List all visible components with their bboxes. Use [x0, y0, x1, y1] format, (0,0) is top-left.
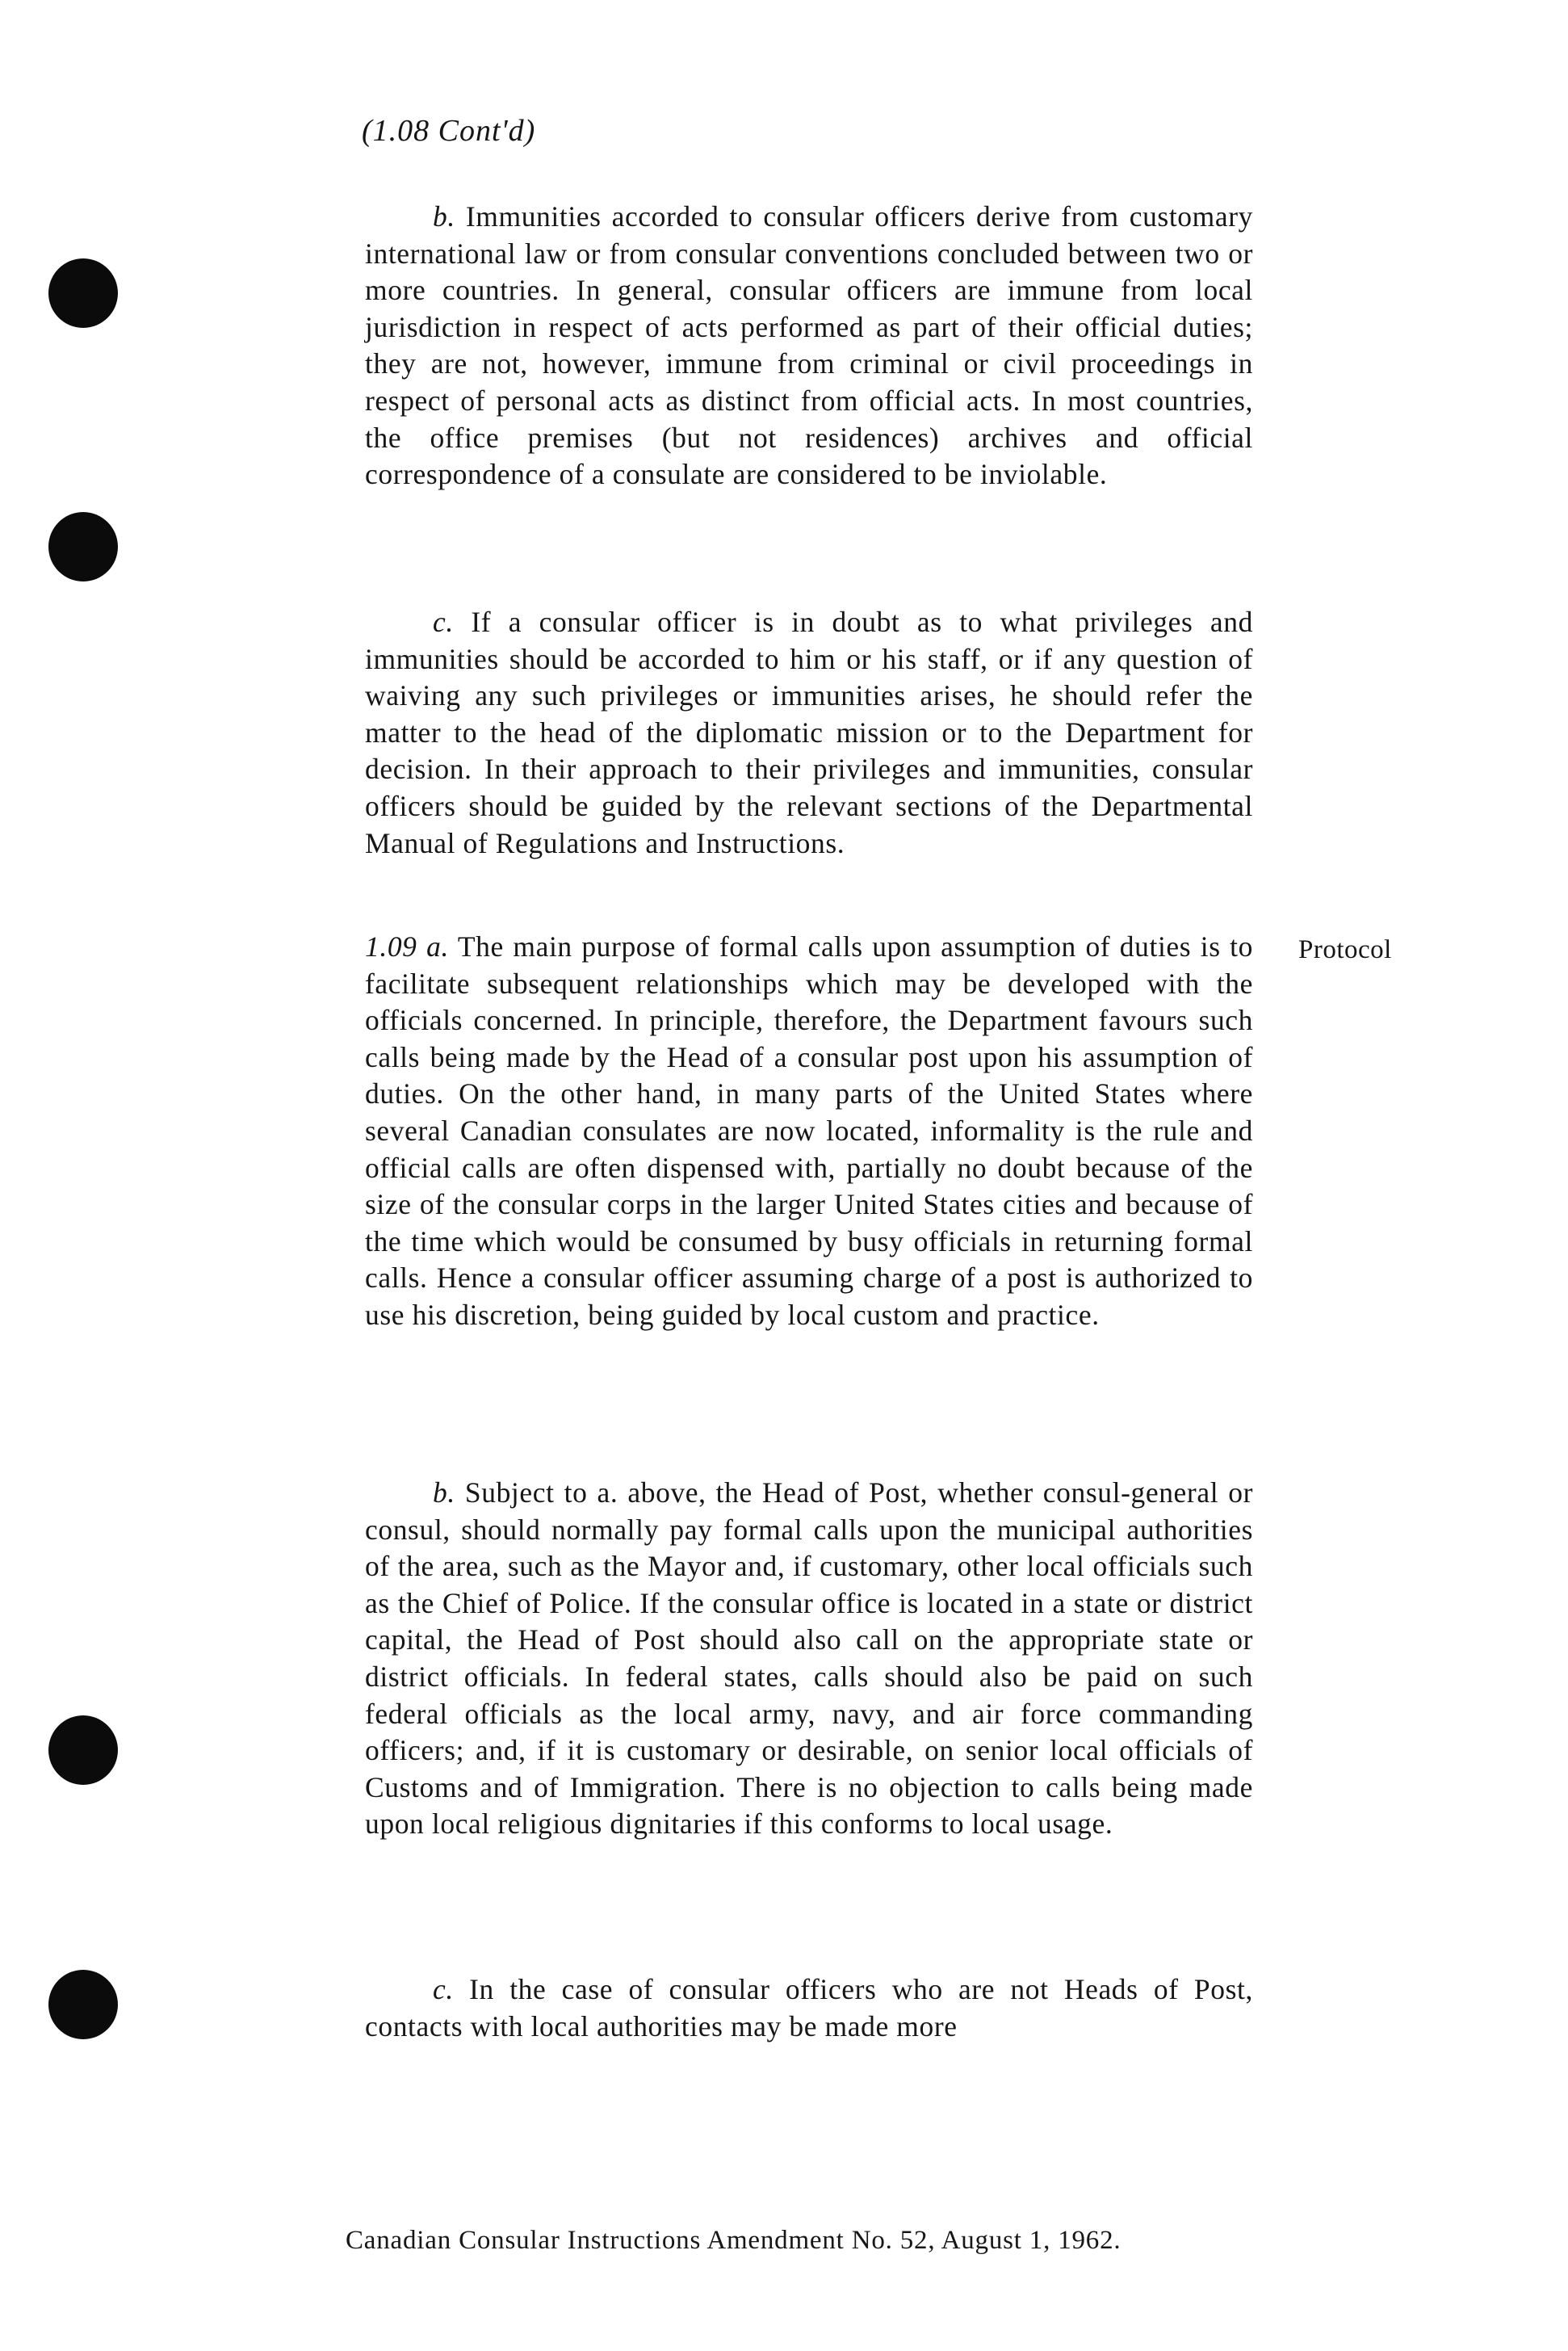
paragraph-1-09-a — [365, 929, 1253, 1334]
paragraph-text: In the case of consular officers who are not Heads of Post, contacts with local authorities may be made more — [365, 1973, 1253, 2042]
paragraph-1-08-b — [365, 199, 1253, 493]
paragraph-text: Subject to a. above, the Head of Post, whether consul-general or consul, should normally pay formal calls upon the municipal authorities of the area, such as the Mayor and, if customary, other local officials such as the Chief of Police. If the consular office is located in a state or district capital, the Head of Post should also call on the appropriate state or district officials. In federal states, calls should also be paid on such federal officials as the local army, navy, and air force commanding officers; and, if it is customary or desirable, on senior local officials of Customs and of Immigration. There is no objection to calls being made upon local religious dignitaries if this conforms to local usage. — [365, 1476, 1253, 1841]
continuation-header: (1.08 Cont'd) — [362, 114, 536, 148]
paragraph-1-08-c — [365, 604, 1253, 862]
paragraph-text: If a consular officer is in doubt as to what privileges and immunities should be accorded to him or his staff, or if any question of waiving any such privileges or immunities arises, he should refer the matter to the head of the diplomatic mission or to the Department for decision. In their approach to their privileges and immunities, consular officers should be guided by the relevant sections of the Departmental Manual of Regulations and Instructions. — [365, 606, 1253, 859]
paragraph-text: The main purpose of formal calls upon assumption of duties is to facilitate subsequent relationships which may be developed with the officials concerned. In principle, therefore, the Department favours such calls being made by the Head of a consular post upon his assumption of duties. On the other hand, in many parts of the United States where several Canadian consulates are now located, informality is the rule and official calls are often dispensed with, partially no doubt because of the size of the consular corps in the larger United States cities and because of the time which would be consumed by busy officials in returning formal calls. Hence a consular officer assuming charge of a post is authorized to use his discretion, being guided by local custom and practice. — [365, 930, 1253, 1331]
paragraph-1-09-c — [365, 1971, 1253, 2045]
punch-hole — [48, 512, 118, 581]
paragraph-marker: c. — [433, 1973, 454, 2005]
paragraph-marker: b. — [433, 200, 455, 233]
punch-hole — [48, 258, 118, 328]
paragraph-marker: c. — [433, 606, 454, 638]
punch-hole — [48, 1970, 118, 2039]
paragraph-marker: b. — [433, 1476, 455, 1509]
punch-hole — [48, 1715, 118, 1785]
margin-note-protocol: Protocol — [1298, 935, 1392, 964]
paragraph-text: Immunities accorded to consular officers derive from customary international law or from consular conventions concluded between two or more countries. In general, consular officers are immune from local jurisdiction in respect of acts performed as part of their official duties; they are not, however, immune from criminal or civil proceedings in respect of personal acts as distinct from official acts. In most countries, the office premises (but not residences) archives and official correspondence of a consulate are considered to be inviolable. — [365, 200, 1254, 491]
page-footer: Canadian Consular Instructions Amendment No. 52, August 1, 1962. — [346, 2226, 1121, 2255]
section-number: 1.09 — [365, 930, 417, 963]
paragraph-1-09-b — [365, 1475, 1253, 1843]
paragraph-marker: a. — [426, 930, 449, 963]
